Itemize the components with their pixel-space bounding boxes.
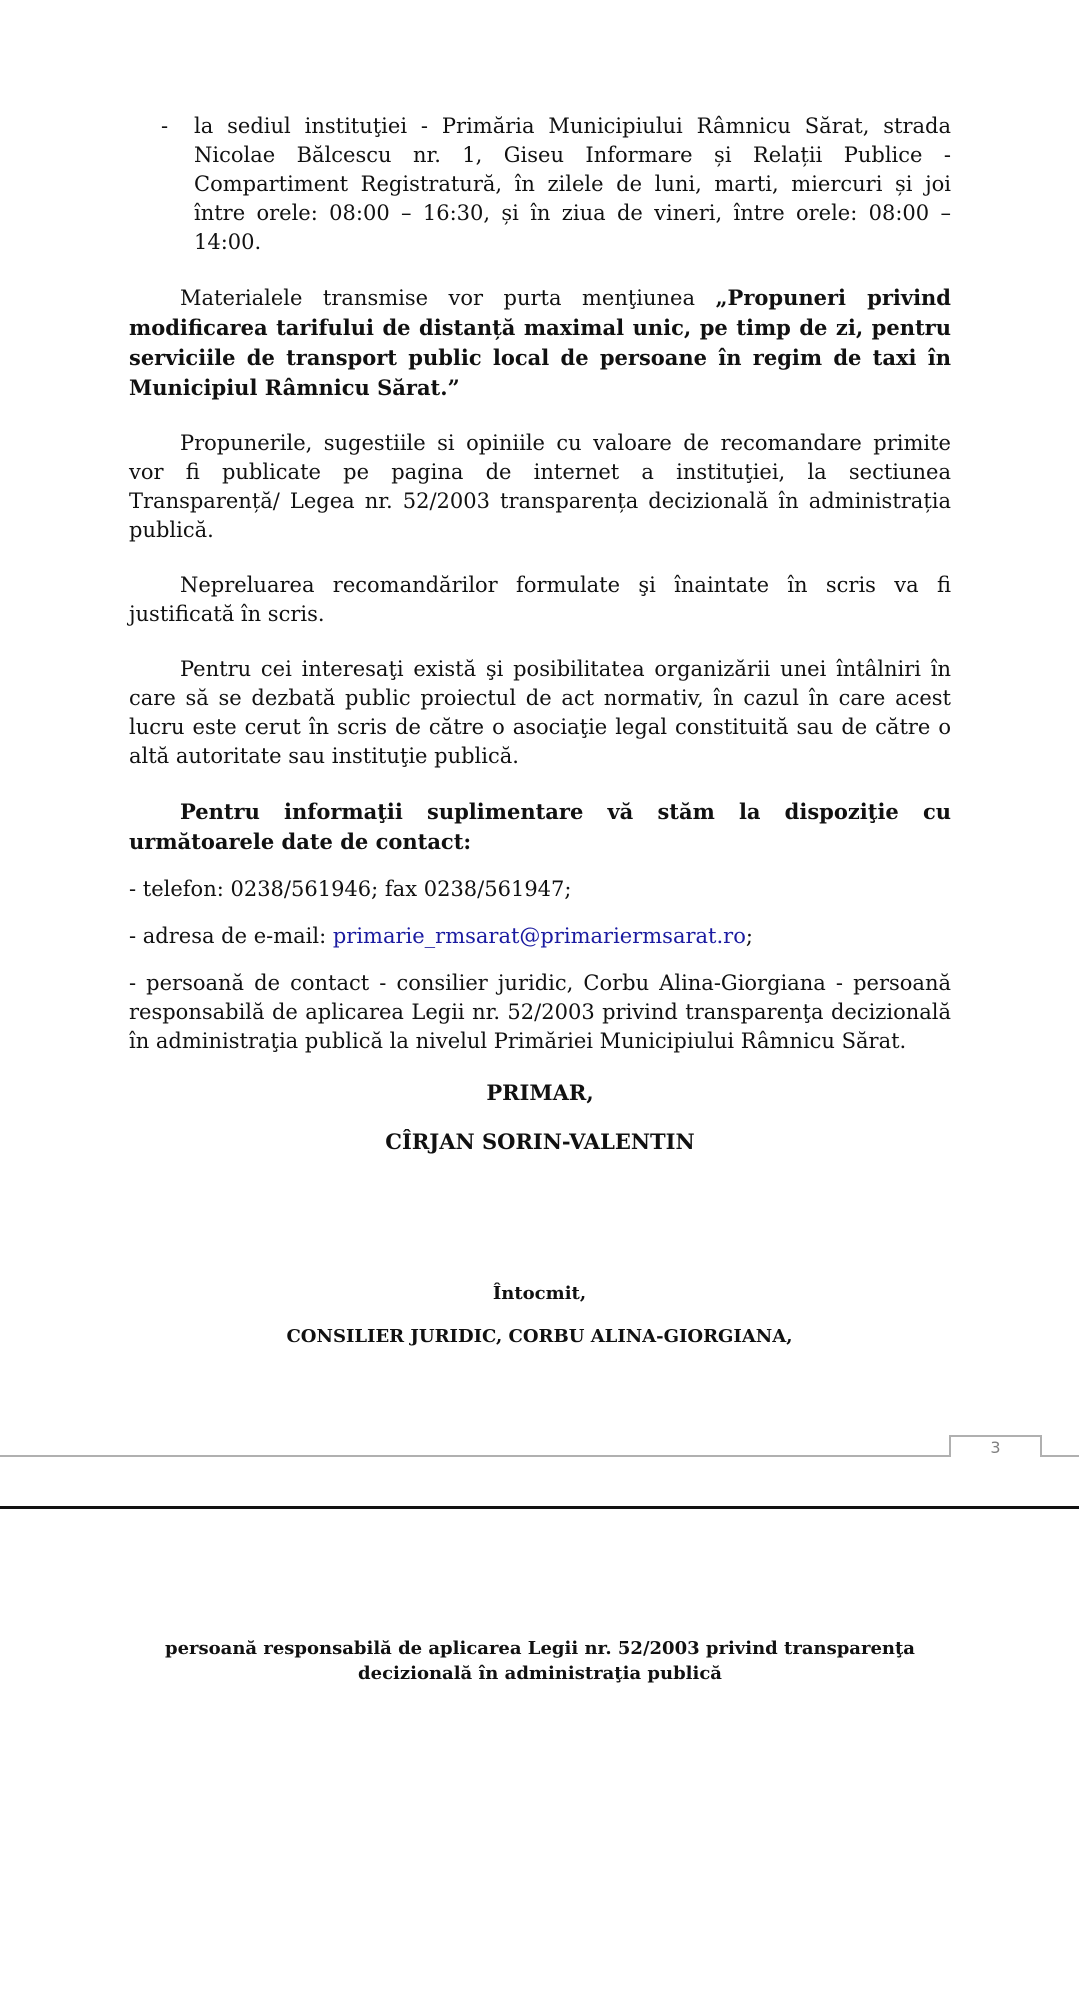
page-break-line xyxy=(0,1506,1079,1509)
document-body xyxy=(129,112,951,1156)
paragraph-public-meeting: Pentru cei interesaţi există şi posibilitatea organizării unei întâlniri în care să se dezbată public proiectul de act normativ, în cazul în care acest lucru este cerut în scris de către o asociaţie legal constituită sau de către o altă autoritate sau instituţie publică. xyxy=(129,657,951,768)
contact-heading xyxy=(129,797,951,857)
materials-title-bold: „Propuneri privind modificarea tarifului de distanță maximal unic, pe timp de zi, pentru serviciile de transport public local de persoane în regim de taxi în Municipiul Râmnicu Sărat.” xyxy=(129,285,951,400)
contact-person-line: - persoană de contact - consilier juridic, Corbu Alina-Giorgiana - persoană responsabilă de aplicarea Legii nr. 52/2003 privind transparenţa decizională în administraţia publică la nivelul Primăriei Municipiului Râmnicu Sărat. xyxy=(129,971,951,1053)
contact-phone-line: - telefon: 0238/561946; fax 0238/561947; xyxy=(129,877,572,901)
paragraph-non-adoption: Nepreluarea recomandărilor formulate şi înaintate în scris va fi justificată în scris. xyxy=(129,573,951,626)
contact-heading-text: Pentru informaţii suplimentare vă stăm la dispoziţie cu următoarele date de contact: xyxy=(129,799,951,854)
footer-divider-left xyxy=(0,1455,950,1457)
page-number: 3 xyxy=(949,1435,1042,1457)
signature-name: CÎRJAN SORIN-VALENTIN xyxy=(385,1129,695,1154)
bullet-dash: - xyxy=(161,114,169,138)
paragraph-proposals: Propunerile, sugestiile si opiniile cu valoare de recomandare primite vor fi publicate pe pagina de internet a instituţiei, la sectiunea Transparență/ Legea nr. 52/2003 transparența decizională în administrația publică. xyxy=(129,431,951,542)
paragraph-materials xyxy=(129,283,951,403)
footer-divider-right xyxy=(1040,1455,1079,1457)
contact-email-line xyxy=(129,922,951,951)
prepared-by-name: CONSILIER JURIDIC, CORBU ALINA-GIORGIANA, xyxy=(286,1326,793,1347)
email-suffix: ; xyxy=(745,924,753,948)
email-prefix: - adresa de e-mail: xyxy=(129,924,333,948)
next-page-footnote: persoană responsabilă de aplicarea Legii nr. 52/2003 privind transparenţa decizională în administraţia publică xyxy=(165,1638,915,1684)
signature-title: PRIMAR, xyxy=(486,1080,594,1105)
bullet-item-submission-location xyxy=(129,112,951,257)
bullet-text: la sediul instituţiei - Primăria Municipiului Râmnicu Sărat, strada Nicolae Bălcescu nr. 1, Giseu Informare și Relații Publice - Compartiment Registratură, în zilele de luni, marti, miercuri și joi între orele: 08:00 – 16:30, și în ziua de vineri, între orele: 08:00 – 14:00. xyxy=(194,114,951,254)
email-link[interactable]: primarie_rmsarat@primariermsarat.ro xyxy=(332,924,746,948)
materials-lead-text: Materialele transmise vor purta menţiunea xyxy=(180,286,716,310)
prepared-by-label: Întocmit, xyxy=(492,1283,587,1304)
